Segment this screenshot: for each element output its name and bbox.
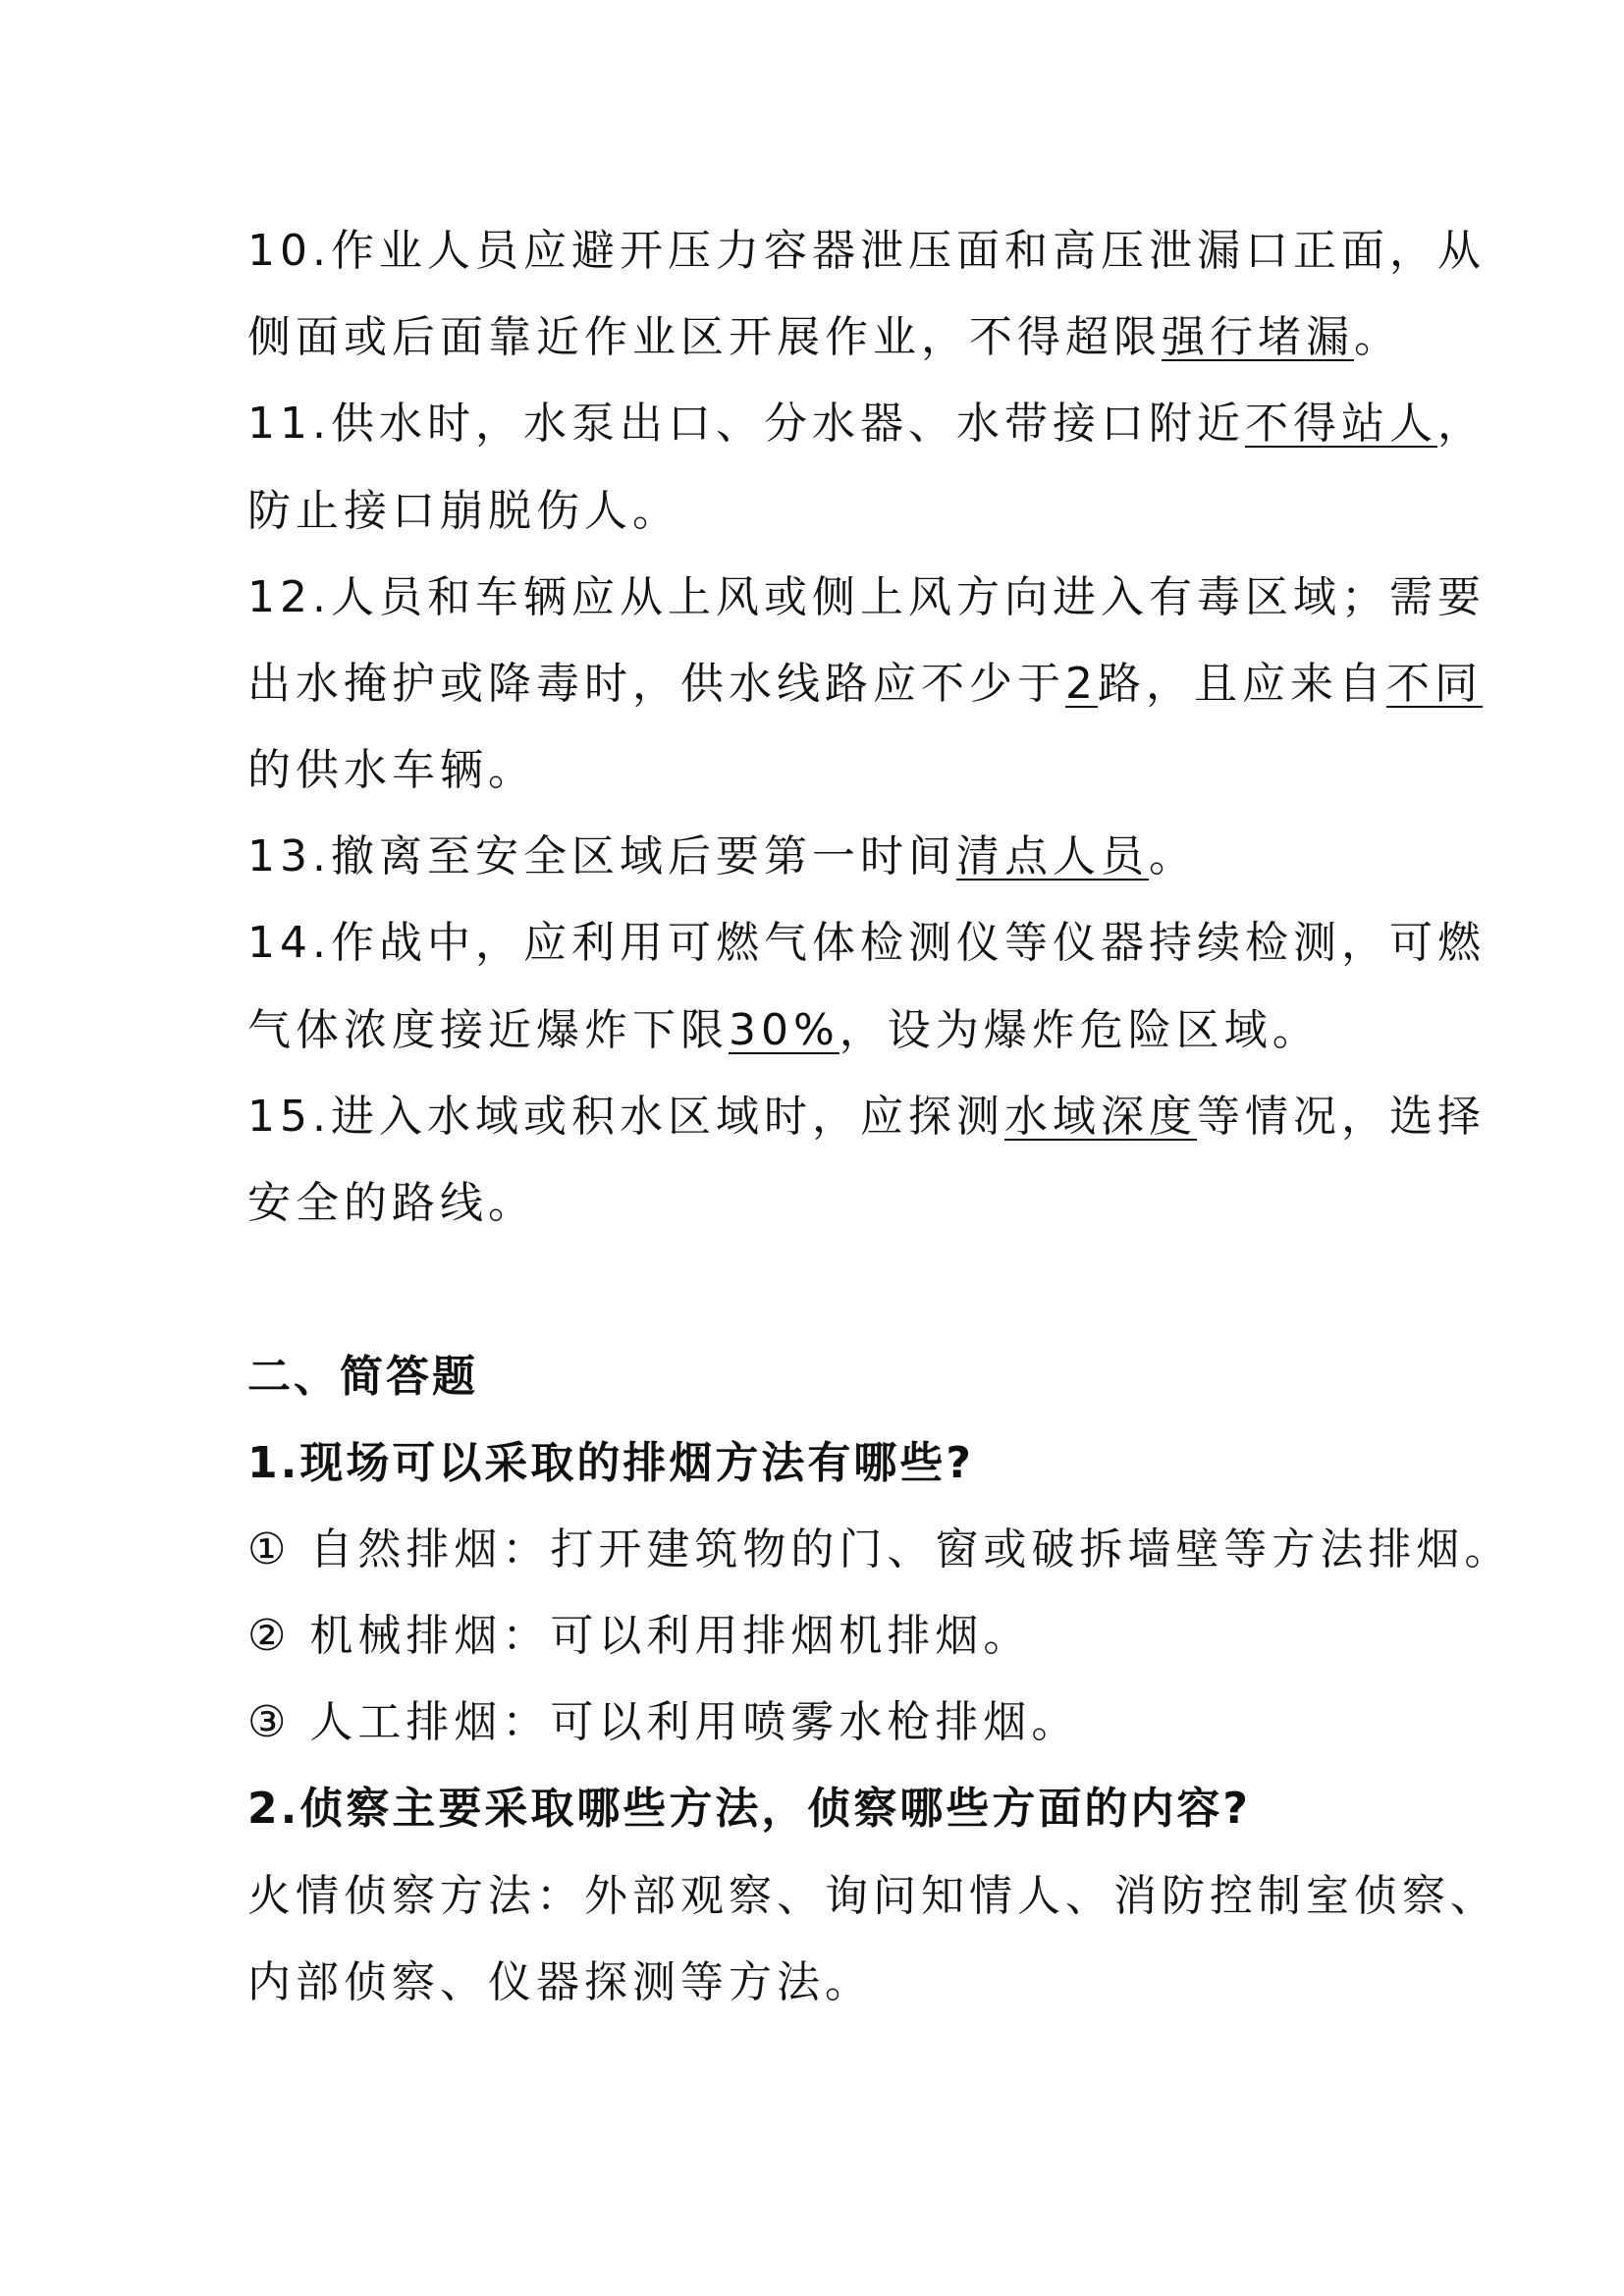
text-segment: 。: [1354, 312, 1402, 362]
text-segment: 10.作业人员应避开压力容器泄压面和高压泄漏口正面，从: [247, 226, 1486, 276]
text-segment: 11.供水时，水泵出口、分水器、水带接口附近: [247, 399, 1245, 449]
text-segment: 等情况，选择: [1196, 1092, 1486, 1142]
answer-1-item-2: ② 机械排烟：可以利用排烟机排烟。: [247, 1611, 1032, 1661]
answer-1-item-1: ① 自然排烟：打开建筑物的门、窗或破拆墙壁等方法排烟。: [247, 1524, 1513, 1575]
text-segment: 出水掩护或降毒时，供水线路应不少于: [247, 659, 1065, 709]
item-14-line-1: [247, 909, 1485, 978]
item-14-line-2: [247, 996, 1485, 1065]
underlined-answer: 2: [1065, 659, 1098, 709]
item-10-line-2: [247, 303, 1485, 372]
item-13-line-1: [247, 823, 1485, 891]
section-title: 二、简答题: [247, 1352, 478, 1402]
text-segment: 防止接口崩脱伤人。: [247, 486, 680, 536]
answer-2-line-1: 火情侦察方法：外部观察、询问知情人、消防控制室侦察、: [247, 1871, 1498, 1921]
answer-2-line-2: 内部侦察、仪器探测等方法。: [247, 1957, 873, 2007]
text-segment: 气体浓度接近爆炸下限: [247, 1005, 729, 1055]
underlined-answer: 30%: [729, 1005, 839, 1055]
text-segment: ，设为爆炸危险区域。: [839, 1005, 1321, 1055]
item-11-line-1: [247, 390, 1485, 458]
text-segment: 14.作战中，应利用可燃气体检测仪等仪器持续检测，可燃: [247, 918, 1486, 968]
underlined-answer: 强行堵漏: [1162, 312, 1354, 362]
question-2: 2.侦察主要采取哪些方法，侦察哪些方面的内容?: [247, 1784, 1251, 1834]
underlined-answer: 清点人员: [955, 831, 1149, 881]
item-12-line-2: [247, 650, 1485, 719]
item-10-line-1: [247, 217, 1485, 286]
text-segment: 12.人员和车辆应从上风或侧上风方向进入有毒区域；需要: [247, 572, 1486, 622]
text-segment: 15.进入水域或积水区域时，应探测: [247, 1092, 1004, 1142]
text-segment: 侧面或后面靠近作业区开展作业，不得超限: [247, 312, 1162, 362]
item-15-line-1: [247, 1083, 1485, 1151]
underlined-answer: 不得站人: [1244, 399, 1437, 449]
question-1: 1.现场可以采取的排烟方法有哪些?: [247, 1438, 974, 1488]
item-11-line-2: [247, 477, 1485, 546]
item-15-line-2: [247, 1169, 1485, 1238]
text-segment: 13.撤离至安全区域后要第一时间: [247, 831, 956, 881]
item-12-line-1: [247, 563, 1485, 632]
item-12-line-3: [247, 736, 1485, 805]
underlined-answer: 水域深度: [1003, 1092, 1197, 1142]
text-segment: 安全的路线。: [247, 1178, 536, 1228]
text-segment: 路，且应来自: [1098, 659, 1386, 709]
text-segment: 的供水车辆。: [247, 745, 536, 795]
text-segment: 。: [1148, 831, 1197, 881]
underlined-answer: 不同: [1386, 659, 1483, 709]
answer-1-item-3: ③ 人工排烟：可以利用喷雾水枪排烟。: [247, 1697, 1080, 1747]
text-segment: ，: [1436, 399, 1486, 449]
